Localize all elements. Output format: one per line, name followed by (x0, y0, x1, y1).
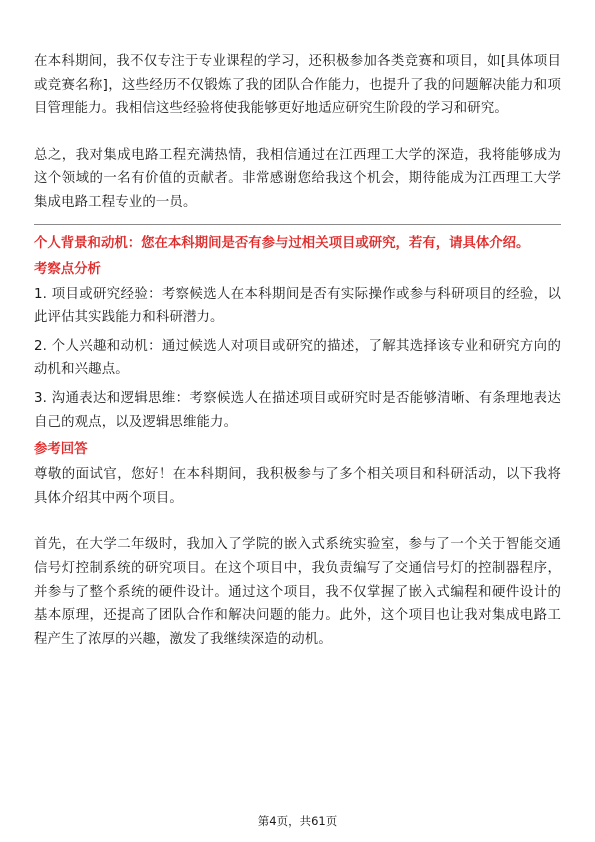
paragraph-spacer (34, 121, 561, 144)
analysis-item-3 (34, 387, 561, 434)
answer-paragraph-1: 尊敬的面试官，您好！在本科期间，我积极参与了多个相关项目和科研活动，以下我将具体介绍其中两个项目。 (34, 467, 561, 506)
section-divider (34, 224, 561, 225)
analysis-item-1 (34, 283, 561, 330)
analysis-item-text: 3. 沟通表达和逻辑思维：考察候选人在描述项目或研究时是否能够清晰、有条理地表达自己的观点，以及逻辑思维能力。 (34, 390, 561, 430)
intro-paragraph-1: 在本科期间，我不仅专注于专业课程的学习，还积极参加各类竞赛和项目，如[具体项目或竞赛名称]，这些经历不仅锻炼了我的团队合作能力，也提升了我的问题解决能力和项目管理能力。我相信这些经验将使我能够更好地适应研究生阶段的学习和研究。 (34, 54, 561, 117)
intro-paragraph-2: 总之，我对集成电路工程充满热情，我相信通过在江西理工大学的深造，我将能够成为这个领域的一名有价值的贡献者。非常感谢您给我这个机会，期待能成为江西理工大学集成电路工程专业的一员。 (34, 147, 561, 210)
page-number: 第4页，共61页 (257, 814, 338, 828)
analysis-item-text: 1. 项目或研究经验：考察候选人在本科期间是否有实际操作或参与科研项目的经验，以此评估其实践能力和科研潜力。 (34, 286, 561, 326)
page-content (34, 50, 561, 651)
analysis-item-text: 2. 个人兴趣和动机：通过候选人对项目或研究的描述，了解其选择该专业和研究方向的动机和兴趣点。 (34, 338, 561, 378)
answer-title: 参考回答 (34, 442, 88, 458)
analysis-item-2 (34, 335, 561, 382)
paragraph-spacer (34, 510, 561, 533)
answer-paragraph-2: 首先，在大学二年级时，我加入了学院的嵌入式系统实验室，参与了一个关于智能交通信号灯控制系统的研究项目。在这个项目中，我负责编写了交通信号灯的控制器程序，并参与了整个系统的硬件设计。通过这个项目，我不仅掌握了嵌入式编程和硬件设计的基本原理，还提高了团队合作和解决问题的能力。此外，这个项目也让我对集成电路工程产生了浓厚的兴趣，激发了我继续深造的动机。 (34, 537, 561, 647)
interview-question: 个人背景和动机：您在本科期间是否有参与过相关项目或研究，若有，请具体介绍。 (34, 235, 530, 251)
analysis-title: 考察点分析 (34, 261, 101, 277)
